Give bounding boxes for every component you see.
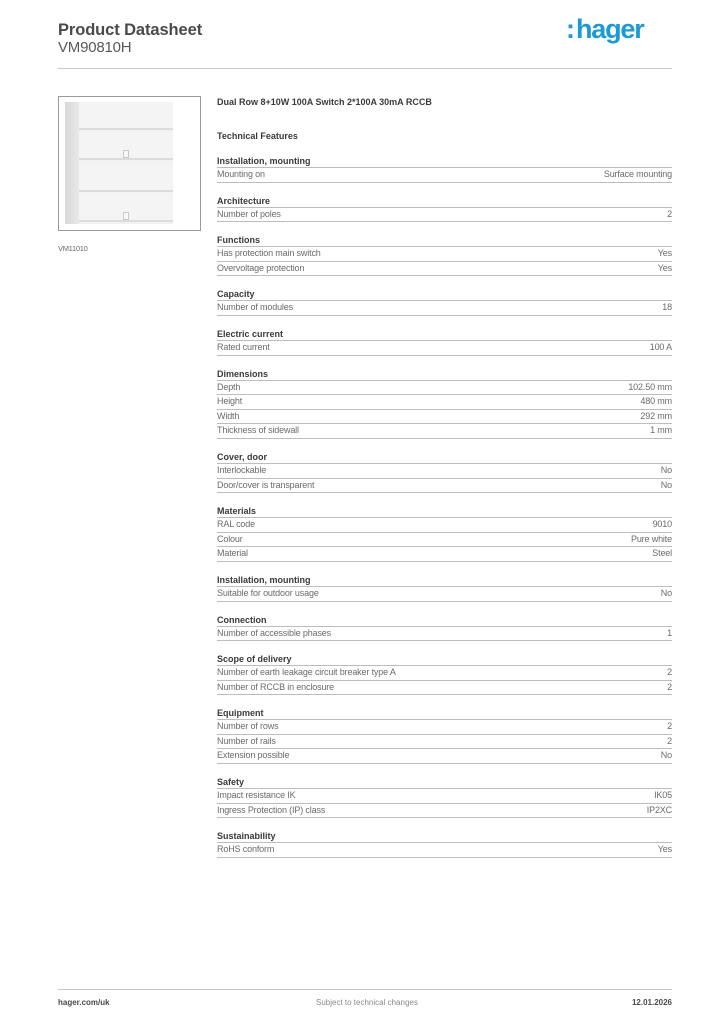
spec-row <box>217 681 672 696</box>
spec-row <box>217 464 672 479</box>
logo-text: hager <box>576 14 644 44</box>
spec-value: 100 A <box>649 341 672 352</box>
spec-value: 1 mm <box>650 425 672 436</box>
technical-features-heading: Technical Features <box>217 131 298 141</box>
spec-row <box>217 843 672 858</box>
spec-label: Interlockable <box>217 464 267 475</box>
spec-label: Thickness of sidewall <box>217 425 299 436</box>
latch-icon <box>123 212 129 220</box>
spec-group-title: Cover, door <box>217 451 672 464</box>
spec-group <box>217 505 672 562</box>
spec-row <box>217 547 672 562</box>
spec-row <box>217 735 672 750</box>
spec-label: Has protection main switch <box>217 248 321 259</box>
spec-value: IK05 <box>654 790 672 801</box>
spec-label: Number of rows <box>217 721 279 732</box>
spec-value: 2 <box>667 735 672 746</box>
spec-label: RAL code <box>217 519 255 530</box>
spec-label: Extension possible <box>217 750 290 761</box>
spec-row <box>217 168 672 183</box>
spec-value: No <box>660 479 672 490</box>
spec-group-title: Connection <box>217 614 672 627</box>
spec-group <box>217 368 672 439</box>
enclosure-front <box>79 102 173 224</box>
footer-notice: Subject to technical changes <box>316 998 418 1007</box>
spec-row <box>217 518 672 533</box>
spec-row <box>217 666 672 681</box>
footer-divider <box>58 989 672 990</box>
spec-group <box>217 614 672 642</box>
spec-label: Number of RCCB in enclosure <box>217 681 334 692</box>
spec-label: Number of poles <box>217 208 281 219</box>
spec-label: Door/cover is transparent <box>217 479 315 490</box>
spec-group <box>217 195 672 223</box>
spec-row <box>217 720 672 735</box>
spec-value: No <box>660 464 672 475</box>
spec-value: Yes <box>657 248 672 259</box>
spec-label: RoHS conform <box>217 844 275 855</box>
header-divider <box>58 68 672 69</box>
spec-label: Number of modules <box>217 302 293 313</box>
spec-value: IP2XC <box>646 804 672 815</box>
spec-value: 9010 <box>652 519 672 530</box>
spec-group <box>217 707 672 764</box>
spec-label: Number of earth leakage circuit breaker type A <box>217 667 396 678</box>
spec-row <box>217 789 672 804</box>
spec-group <box>217 288 672 316</box>
spec-group-title: Scope of delivery <box>217 653 672 666</box>
spec-group <box>217 328 672 356</box>
spec-row <box>217 627 672 642</box>
spec-group <box>217 653 672 695</box>
spec-value: Pure white <box>630 533 672 544</box>
spec-label: Colour <box>217 533 243 544</box>
spec-value: No <box>660 750 672 761</box>
spec-value: Steel <box>652 548 672 559</box>
spec-value: Yes <box>657 262 672 273</box>
spec-value: 292 mm <box>640 410 672 421</box>
spec-label: Depth <box>217 381 241 392</box>
spec-row <box>217 804 672 819</box>
image-caption: VM11010 <box>58 244 88 253</box>
spec-label: Number of accessible phases <box>217 627 332 638</box>
product-description: Dual Row 8+10W 100A Switch 2*100A 30mA RCCB <box>217 97 432 107</box>
spec-group-title: Dimensions <box>217 368 672 381</box>
spec-label: Suitable for outdoor usage <box>217 587 319 598</box>
spec-group-title: Materials <box>217 505 672 518</box>
spec-group-title: Architecture <box>217 195 672 208</box>
spec-label: Material <box>217 548 248 559</box>
spec-group <box>217 155 672 183</box>
spec-row <box>217 424 672 439</box>
spec-row <box>217 587 672 602</box>
spec-value: 2 <box>667 681 672 692</box>
enclosure-panel <box>79 102 173 130</box>
spec-group-title: Electric current <box>217 328 672 341</box>
spec-group-title: Functions <box>217 234 672 247</box>
enclosure-panel <box>79 164 173 192</box>
spec-label: Number of rails <box>217 735 276 746</box>
spec-row <box>217 749 672 764</box>
spec-label: Mounting on <box>217 169 265 179</box>
spec-group <box>217 830 672 858</box>
spec-row <box>217 247 672 262</box>
spec-group <box>217 776 672 818</box>
spec-group <box>217 234 672 276</box>
enclosure-side <box>65 102 79 224</box>
spec-label: Height <box>217 396 243 407</box>
spec-group-title: Installation, mounting <box>217 155 672 168</box>
spec-row <box>217 341 672 356</box>
enclosure-illustration <box>65 102 173 224</box>
spec-group <box>217 451 672 493</box>
spec-group <box>217 574 672 602</box>
spec-value: 1 <box>667 627 672 638</box>
spec-value: 480 mm <box>640 396 672 407</box>
spec-value: 102.50 mm <box>628 381 672 392</box>
spec-group-title: Capacity <box>217 288 672 301</box>
spec-row <box>217 301 672 316</box>
latch-icon <box>123 150 129 158</box>
spec-label: Rated current <box>217 341 270 352</box>
spec-row <box>217 262 672 277</box>
hager-logo <box>566 14 644 45</box>
article-number: VM90810H <box>58 39 132 56</box>
spec-label: Ingress Protection (IP) class <box>217 804 326 815</box>
footer-date: 12.01.2026 <box>631 998 672 1007</box>
spec-row <box>217 208 672 223</box>
spec-value: 18 <box>662 302 672 313</box>
spec-label: Width <box>217 410 240 421</box>
spec-row <box>217 533 672 548</box>
spec-value: 2 <box>667 208 672 219</box>
spec-row <box>217 395 672 410</box>
spec-value: Yes <box>657 844 672 855</box>
spec-row <box>217 381 672 396</box>
spec-label: Overvoltage protection <box>217 262 305 273</box>
spec-value: Surface mounting <box>603 169 672 179</box>
footer-website: hager.com/uk <box>58 998 110 1007</box>
logo-colon-icon: : <box>566 14 575 44</box>
spec-table <box>217 96 672 858</box>
spec-row <box>217 410 672 425</box>
spec-group-title: Safety <box>217 776 672 789</box>
spec-row <box>217 479 672 494</box>
spec-value: 2 <box>667 667 672 678</box>
spec-group-title: Sustainability <box>217 830 672 843</box>
spec-label: Impact resistance IK <box>217 790 296 801</box>
spec-group-title: Equipment <box>217 707 672 720</box>
page-title: Product Datasheet <box>58 21 203 39</box>
spec-value: No <box>660 587 672 598</box>
spec-group-title: Installation, mounting <box>217 574 672 587</box>
spec-groups <box>217 155 672 858</box>
spec-value: 2 <box>667 721 672 732</box>
product-image <box>58 96 201 231</box>
